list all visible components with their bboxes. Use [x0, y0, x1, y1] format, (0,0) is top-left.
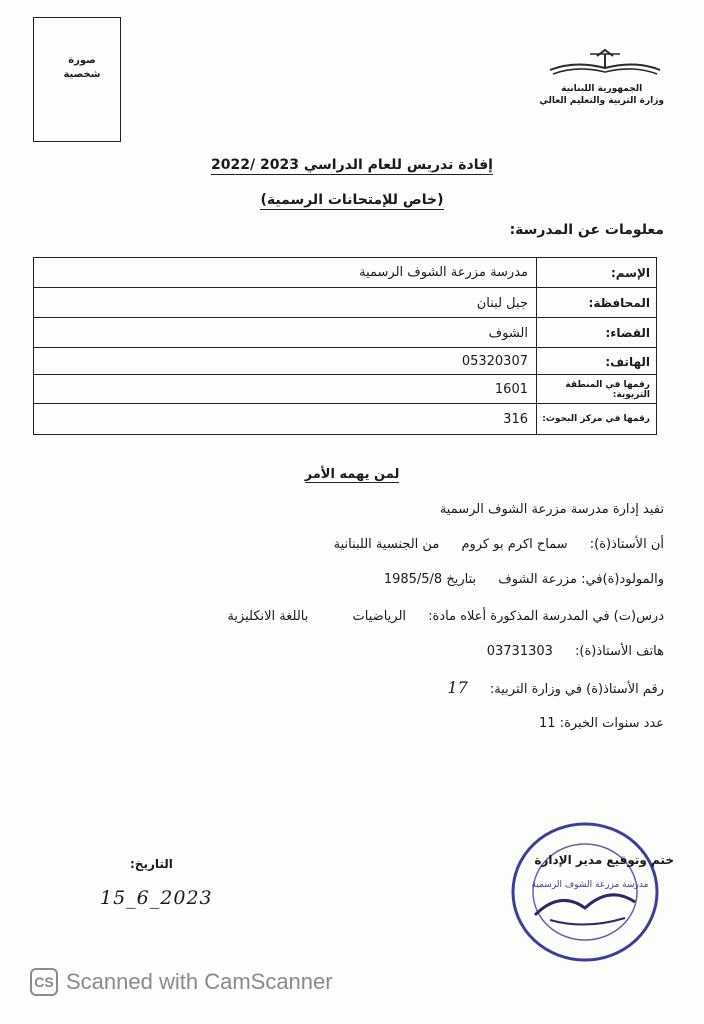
table-row	[34, 258, 656, 287]
row-label: القضاء:	[536, 318, 656, 348]
date-value: 15_6_2023	[100, 887, 213, 909]
ministry-header: الجمهورية اللبنانية وزارة التربية والتعليم العالي	[539, 84, 664, 106]
subject-line: درس(ت) في المدرسة المذكورة أعلاه مادة: الرياضيات باللغة الانكليزية	[227, 609, 664, 624]
school-info-table	[33, 257, 657, 435]
table-row	[34, 374, 656, 404]
row-value: 1601	[494, 382, 528, 397]
row-value: جبل لبنان	[476, 295, 528, 311]
date-label: التاريخ:	[130, 857, 173, 871]
stamp-text: مدرسة مزرعة الشوف الرسمية	[531, 880, 649, 890]
row-value: 05320307	[461, 354, 528, 369]
row-label: رقمها في مركز البحوث:	[536, 404, 656, 434]
attention-heading: لمن يهمه الأمر	[304, 467, 400, 482]
ministry-logo-icon	[545, 48, 665, 78]
table-row	[34, 287, 656, 318]
birth-line: والمولود(ة)في: مزرعة الشوف بتاريخ 1985/5/8	[383, 572, 664, 587]
row-value: مدرسة مزرعة الشوف الرسمية	[359, 265, 528, 280]
school-info-label: معلومات عن المدرسة:	[509, 222, 664, 238]
table-row	[34, 403, 656, 434]
stamp-icon	[490, 820, 680, 970]
camscanner-icon: CS	[30, 968, 58, 996]
ministry-id-line: رقم الأستاذ(ة) في وزارة التربية: 17	[447, 678, 664, 697]
signature-label: ختم وتوقيع مدير الإدارة	[534, 853, 674, 867]
document-title: إفادة تدريس للعام الدراسي 2023 /2022	[211, 157, 493, 173]
teacher-name: سماح اكرم بو كروم	[461, 537, 568, 552]
row-value: 316	[503, 411, 528, 427]
body-line-1: تفيد إدارة مدرسة مزرعة الشوف الرسمية	[439, 502, 664, 517]
teacher-line: أن الأستاذ(ة): سماح اكرم بو كروم من الجنسية اللبنانية	[333, 537, 664, 552]
photo-box	[33, 17, 121, 142]
row-label: الإسم:	[536, 258, 656, 287]
row-value: الشوف	[488, 325, 528, 341]
table-row	[34, 347, 656, 375]
document-subtitle: (خاص للإمتحانات الرسمية)	[260, 192, 444, 208]
row-label: المحافظة:	[536, 288, 656, 318]
camscanner-watermark: CS Scanned with CamScanner	[30, 968, 333, 996]
table-row	[34, 317, 656, 348]
phone-line: هاتف الأستاذ(ة): 03731303	[486, 644, 664, 659]
photo-label: صورة شخصية	[63, 55, 101, 80]
row-label: الهاتف:	[536, 348, 656, 375]
experience-line: عدد سنوات الخبرة: 11	[539, 716, 664, 731]
row-label: رقمها في المنطقة التربوية:	[536, 375, 656, 404]
